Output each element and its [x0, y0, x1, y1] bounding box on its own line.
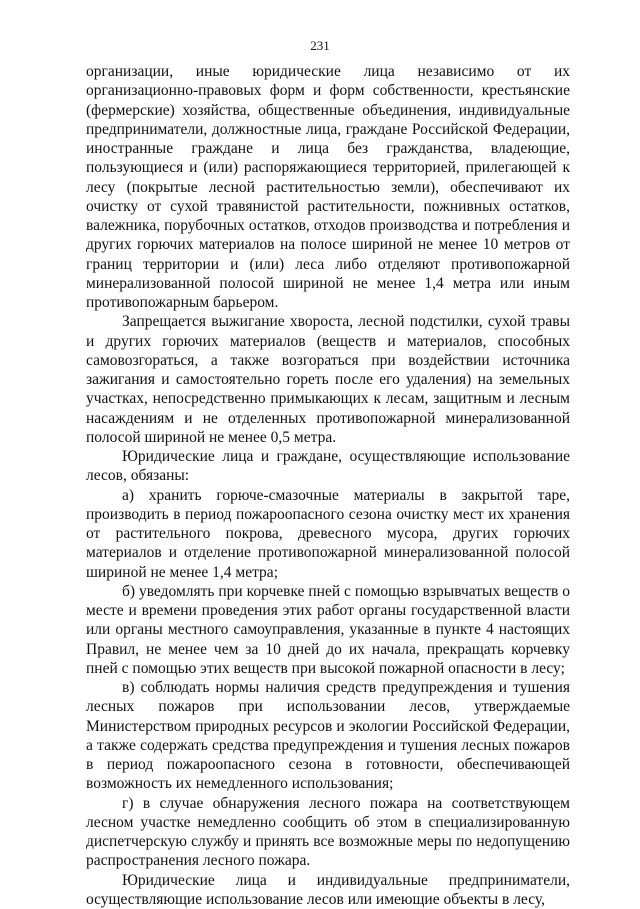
page-number: 231	[0, 38, 640, 54]
paragraph-entrepreneurs: Юридические лица и индивидуальные предприниматели, осуществляющие использование лесов или имеющие объекты в лесу,	[86, 871, 570, 909]
body-text	[86, 62, 570, 909]
paragraph-item-b: б) уведомлять при корчевке пней с помощью взрывчатых веществ о месте и времени проведения этих работ органы государственной власти или органы местного самоуправления, указанные в пункте 4 настоящих Правил, не менее чем за 10 дней до их начала, прекращать корчевку пней с помощью этих веществ при высокой пожарной опасности в лесу;	[86, 582, 570, 678]
paragraph-intro: организации, иные юридические лица независимо от их организационно-правовых форм и форм собственности, крестьянские (фермерские) хозяйства, общественные объединения, индивидуальные предприниматели, должностные лица, граждане Российской Федерации, иностранные граждане и лица без гражданства, владеющие, пользующиеся и (или) распоряжающиеся территорией, прилегающей к лесу (покрытые лесной растительностью земли), обеспечивают их очистку от сухой травянистой растительности, пожнивных остатков, валежника, порубочных остатков, отходов производства и потребления и других горючих материалов на полосе шириной не менее 10 метров от границ территории и (или) леса либо отделяют противопожарной минерализованной полосой шириной не менее 1,4 метра или иным противопожарным барьером.	[86, 62, 570, 312]
paragraph-item-a: а) хранить горюче-смазочные материалы в закрытой таре, производить в период пожароопасного сезона очистку мест их хранения от растительного покрова, древесного мусора, других горючих материалов и отделение противопожарной минерализованной полосой шириной не менее 1,4 метра;	[86, 486, 570, 582]
paragraph-obligations-lead: Юридические лица и граждане, осуществляющие использование лесов, обязаны:	[86, 447, 570, 486]
paragraph-item-v: в) соблюдать нормы наличия средств предупреждения и тушения лесных пожаров при использовании лесов, утверждаемые Министерством природных ресурсов и экологии Российской Федерации, а также содержать средства предупреждения и тушения лесных пожаров в период пожароопасного сезона в готовности, обеспечивающей возможность их немедленного использования;	[86, 678, 570, 794]
paragraph-item-g: г) в случае обнаружения лесного пожара на соответствующем лесном участке немедленно сообщить об этом в специализированную диспетчерскую службу и принять все возможные меры по недопущению распространения лесного пожара.	[86, 794, 570, 871]
paragraph-burning-ban: Запрещается выжигание хвороста, лесной подстилки, сухой травы и других горючих материалов (веществ и материалов, способных самовозгораться, а также возгораться при воздействии источника зажигания и самостоятельно гореть после его удаления) на земельных участках, непосредственно примыкающих к лесам, защитным и лесным насаждениям и не отделенных противопожарной минерализованной полосой шириной не менее 0,5 метра.	[86, 312, 570, 447]
